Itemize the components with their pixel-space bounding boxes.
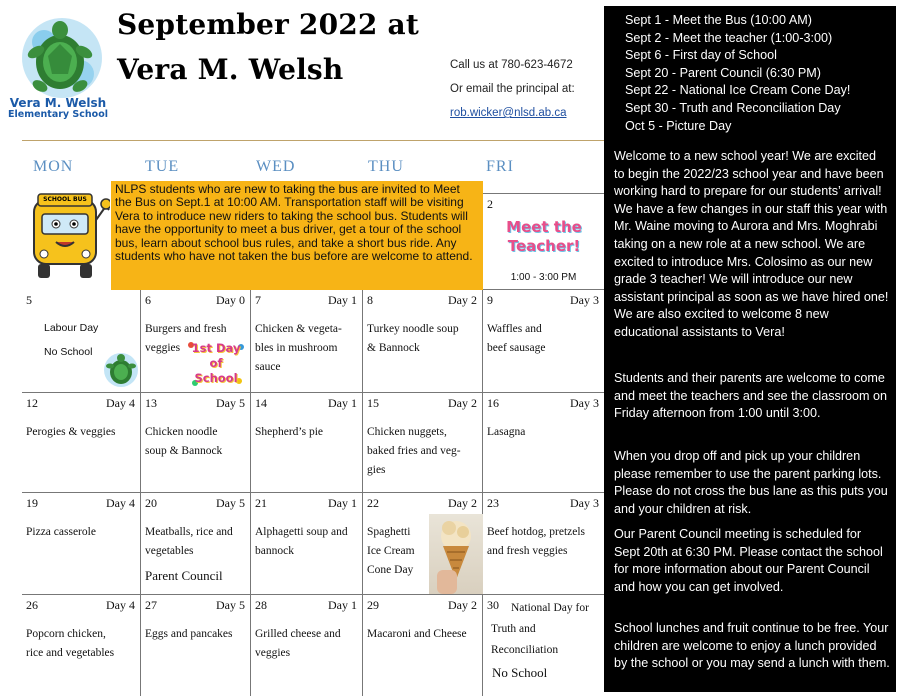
cell-day-number: Day 1 xyxy=(328,293,357,307)
cell-date: 20 xyxy=(145,496,157,510)
event-item: Sept 30 - Truth and Reconciliation Day xyxy=(625,100,841,115)
menu-line: Truth and xyxy=(491,623,536,635)
cell-date: 23 xyxy=(487,496,499,510)
menu-line: Pizza casserole xyxy=(26,526,96,538)
menu-line: Waffles and xyxy=(487,323,542,335)
cell-date: 5 xyxy=(26,293,32,307)
news-paragraph: When you drop off and pick up your children please remember to use the parent parking lots. Please do not cross the bus lane as this puts you and your children at risk. xyxy=(614,449,888,516)
cell-menu xyxy=(26,523,136,542)
cell-date: 22 xyxy=(367,496,379,510)
menu-line: vegetables xyxy=(145,545,194,557)
cell-date: 19 xyxy=(26,496,38,510)
events-list xyxy=(625,12,850,135)
menu-line: Grilled cheese and xyxy=(255,628,341,640)
menu-line: and fresh veggies xyxy=(487,545,568,557)
cell-menu xyxy=(487,423,600,442)
cell-menu xyxy=(255,625,358,663)
calendar-cell xyxy=(483,290,604,393)
cell-extra-note: No School xyxy=(492,665,548,680)
menu-line: Labour Day xyxy=(44,322,99,334)
menu-line: veggies xyxy=(145,342,181,354)
calendar-cell xyxy=(141,493,251,595)
event-item: Sept 1 - Meet the Bus (10:00 AM) xyxy=(625,13,812,27)
calendar-cell xyxy=(363,290,483,393)
email-prompt: Or email the principal at: xyxy=(450,83,575,95)
first-day-sign-text: 1st Day of School xyxy=(191,341,241,385)
cell-date: 6 xyxy=(145,293,151,307)
cell-date: 14 xyxy=(255,396,267,410)
news-paragraph: School lunches and fruit continue to be free. Your children are welcome to enjoy a lunch provided by the school or you may send a lunch with them. xyxy=(614,621,890,671)
ice-cream-cone-photo xyxy=(429,514,483,594)
cell-day-number: Day 0 xyxy=(216,293,245,307)
menu-line: Cone Day xyxy=(367,564,414,576)
cell-day-number: Day 4 xyxy=(106,496,135,510)
event-item: Sept 6 - First day of School xyxy=(625,48,777,63)
menu-line: National Day for xyxy=(511,602,589,614)
first-day-of-school-sign xyxy=(183,337,249,391)
calendar-cell xyxy=(251,290,363,393)
title-line-1: September 2022 at xyxy=(117,8,420,41)
cell-day-number: Day 2 xyxy=(448,396,477,410)
menu-line: Lasagna xyxy=(487,426,526,438)
calendar-cell xyxy=(363,595,483,696)
cell-date: 21 xyxy=(255,496,267,510)
cell-menu xyxy=(26,625,136,663)
calendar-cell xyxy=(141,595,251,696)
cell-menu xyxy=(145,423,246,461)
menu-line: Spaghetti xyxy=(367,526,411,538)
cell-menu xyxy=(255,423,358,442)
cell-day-number: Day 1 xyxy=(328,598,357,612)
cell-day-number: Day 4 xyxy=(106,396,135,410)
cell-menu xyxy=(26,423,136,442)
weekday-tue: TUE xyxy=(145,158,180,175)
calendar-cell xyxy=(483,493,604,595)
menu-line: soup & Bannock xyxy=(145,445,223,457)
logo-text xyxy=(6,97,110,121)
meet-the-teacher-time: 1:00 - 3:00 PM xyxy=(510,272,577,283)
menu-line: Popcorn chicken, xyxy=(26,628,106,640)
cell-date: 12 xyxy=(26,396,38,410)
cell-menu xyxy=(487,320,600,358)
event-item: Sept 2 - Meet the teacher (1:00-3:00) xyxy=(625,30,833,45)
menu-line: bannock xyxy=(255,545,294,557)
menu-line: Meatballs, rice and xyxy=(145,526,233,538)
calendar-cell xyxy=(141,393,251,493)
cell-date: 7 xyxy=(255,293,261,307)
menu-line: gies xyxy=(367,464,386,476)
cell-day-number: Day 5 xyxy=(216,396,245,410)
logo-school-type: Elementary School xyxy=(8,109,108,120)
cell-day-number: Day 2 xyxy=(448,598,477,612)
cell-date: 27 xyxy=(145,598,157,612)
menu-line: Chicken & vegeta- xyxy=(255,323,342,335)
weekday-wed: WED xyxy=(256,158,296,175)
school-bus-illustration xyxy=(26,190,110,284)
logo-school-name: Vera M. Welsh xyxy=(9,96,107,110)
menu-line: Chicken noodle xyxy=(145,426,218,438)
menu-line: Burgers and fresh xyxy=(145,323,227,335)
cell-day-number: Day 1 xyxy=(328,396,357,410)
menu-line: rice and vegetables xyxy=(26,647,115,659)
event-item: Oct 5 - Picture Day xyxy=(625,118,732,133)
menu-line: & Bannock xyxy=(367,342,420,354)
menu-line: Alphagetti soup and xyxy=(255,526,348,538)
calendar-cell xyxy=(22,493,141,595)
small-turtle-icon xyxy=(102,350,140,390)
cell-menu xyxy=(367,320,478,358)
calendar-cell xyxy=(483,393,604,493)
menu-line: baked fries and veg- xyxy=(367,445,461,457)
calendar-cell xyxy=(251,393,363,493)
cell-day-number: Day 4 xyxy=(106,598,135,612)
cell-date: 16 xyxy=(487,396,499,410)
cell-menu xyxy=(367,423,478,480)
cell-date: 29 xyxy=(367,598,379,612)
cell-day-number: Day 1 xyxy=(328,496,357,510)
menu-line: Eggs and pancakes xyxy=(145,628,233,640)
menu-line: Macaroni and Cheese xyxy=(367,628,467,640)
menu-line: Perogies & veggies xyxy=(26,426,116,438)
menu-line: Ice Cream xyxy=(367,545,415,557)
menu-line: Shepherd’s pie xyxy=(255,426,324,438)
cell-menu xyxy=(255,523,358,561)
cell-day-number: Day 2 xyxy=(448,496,477,510)
news-paragraph: Our Parent Council meeting is scheduled for Sept 20th at 6:30 PM. Please contact the school for more information about our Parent Council and how you can get involved. xyxy=(614,527,883,594)
weekday-mon: MON xyxy=(33,158,74,175)
cell-day-number: Day 5 xyxy=(216,496,245,510)
header-divider xyxy=(22,140,604,141)
calendar-cell xyxy=(483,595,604,696)
email-link[interactable]: rob.wicker@nlsd.ab.ca xyxy=(450,107,567,119)
turtle-sticker xyxy=(102,350,140,390)
cell-date: 15 xyxy=(367,396,379,410)
news-paragraph: Welcome to a new school year! We are excited to begin the 2022/23 school year and have been working hard to prepare for our students’ arrival! We have a few changes in our staff this year with Mr. Waine moving to Aurora and Mrs. Moghrabi taking on a new role at a new school. We are excited to introduce Mrs. Colosimo as our new grade 3 teacher! We will introduce our new assistant principal as soon as we have hired one! We are also excited to welcome 8 new educational assistants to Vera! xyxy=(614,149,889,339)
menu-line: Turkey noodle soup xyxy=(367,323,459,335)
contact-info xyxy=(450,58,575,130)
cell-day-number: Day 5 xyxy=(216,598,245,612)
event-item: Sept 20 - Parent Council (6:30 PM) xyxy=(625,65,821,80)
weekday-fri: FRI xyxy=(486,158,514,175)
cell-day-number: Day 3 xyxy=(570,496,599,510)
menu-line: veggies xyxy=(255,647,291,659)
menu-line: No School xyxy=(44,346,93,358)
cell-date: 26 xyxy=(26,598,38,612)
cell-date: 28 xyxy=(255,598,267,612)
weekday-thu: THU xyxy=(368,158,404,175)
cell-menu xyxy=(255,320,358,377)
cell-menu xyxy=(145,523,246,561)
ice-cream-cone-icon xyxy=(429,514,483,594)
event-item: Sept 22 - National Ice Cream Cone Day! xyxy=(625,83,851,98)
cell-date: 30 xyxy=(487,598,499,612)
cell-date: 8 xyxy=(367,293,373,307)
page-title xyxy=(117,4,419,91)
calendar-cell xyxy=(22,595,141,696)
cell-day-number: Day 2 xyxy=(448,293,477,307)
cell-date: 13 xyxy=(145,396,157,410)
calendar-cell xyxy=(251,493,363,595)
cell-date: 2 xyxy=(487,197,493,211)
menu-line: Chicken nuggets, xyxy=(367,426,447,438)
calendar-cell xyxy=(251,595,363,696)
cell-menu xyxy=(487,523,600,561)
title-line-2: Vera M. Welsh xyxy=(117,53,344,86)
meet-the-teacher-banner: Meet the Teacher! xyxy=(506,218,582,255)
cell-day-number: Day 3 xyxy=(570,396,599,410)
calendar-cell xyxy=(22,393,141,493)
meet-the-bus-notice: NLPS students who are new to taking the bus are invited to Meet the Bus on Sept.1 at 10:00 AM. Transportation staff will be visiting Vera to introduce new riders to taking the school bus. Students will have the opportunity to meet a bus driver, get a tour of the school bus, learn about school bus rules, and take a short bus ride. Any students who have not taken the bus before are welcome to attend. xyxy=(111,181,483,290)
calendar-cell xyxy=(363,393,483,493)
menu-line: sauce xyxy=(255,361,281,373)
menu-line: bles in mushroom xyxy=(255,342,338,354)
school-bus-sign: SCHOOL BUS xyxy=(43,196,87,203)
cell-date: 9 xyxy=(487,293,493,307)
phone-text: Call us at 780-623-4672 xyxy=(450,59,573,71)
cell-extra-note: Parent Council xyxy=(145,568,223,583)
menu-line: Reconciliation xyxy=(491,644,559,656)
info-panel xyxy=(604,6,896,692)
calendar-cell-sept-2 xyxy=(483,193,604,290)
cell-menu xyxy=(367,625,478,644)
news-paragraph: Students and their parents are welcome to come and meet the teachers and see the classroom on Friday afternoon from 1:00 until 3:00. xyxy=(614,371,888,421)
cell-menu xyxy=(145,625,246,644)
menu-line: Beef hotdog, pretzels xyxy=(487,526,586,538)
menu-line: beef sausage xyxy=(487,342,546,354)
cell-day-number: Day 3 xyxy=(570,293,599,307)
